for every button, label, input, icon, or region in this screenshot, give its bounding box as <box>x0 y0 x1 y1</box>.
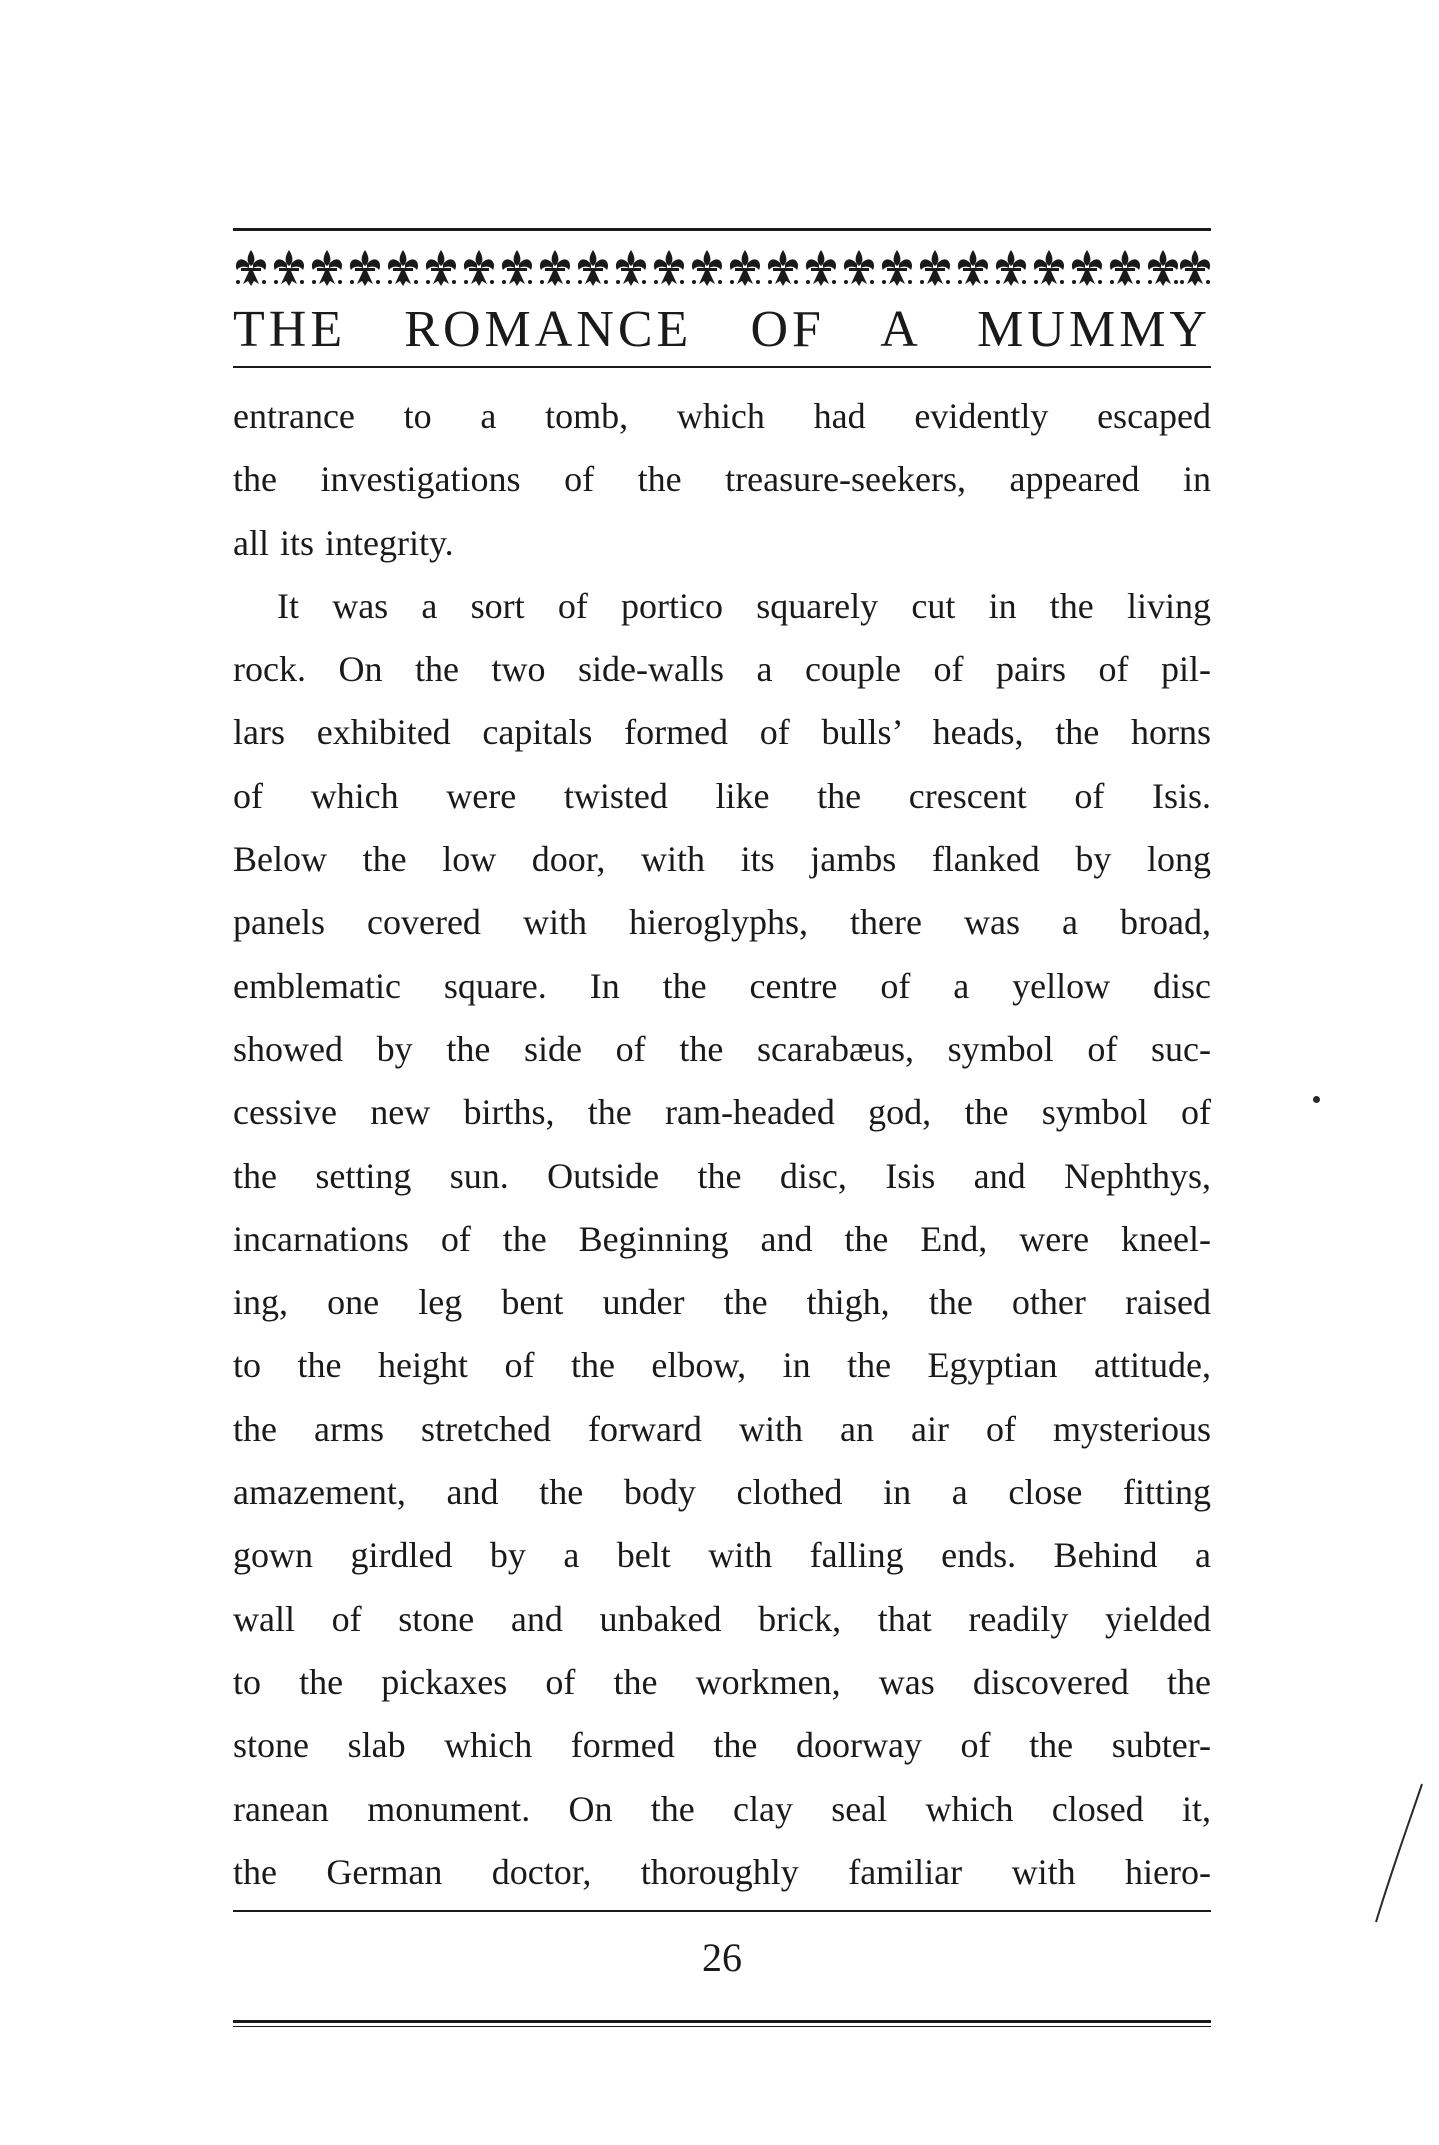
text-line: panels covered with hieroglyphs, there was a broad, <box>233 902 1211 943</box>
text-line: showed by the side of the scarabæus, symbol of suc- <box>233 1028 1211 1069</box>
text-line: amazement, and the body clothed in a close fitting <box>233 1472 1211 1513</box>
fleur-de-lis-icon <box>578 250 608 286</box>
text-line: lars exhibited capitals formed of bulls’ heads, the horns <box>233 712 1211 753</box>
text-line: ing, one leg bent under the thigh, the other raised <box>233 1282 1211 1323</box>
text-line: ranean monument. On the clay seal which closed it, <box>233 1788 1211 1829</box>
footer-bottom-rule <box>233 2020 1211 2023</box>
text-line: stone slab which formed the doorway of the subter- <box>233 1725 1211 1766</box>
page-number: 26 <box>702 1935 742 1980</box>
fleur-de-lis-icon <box>1072 250 1102 286</box>
fleur-de-lis-icon <box>1180 250 1210 286</box>
fleur-de-lis-icon <box>882 250 912 286</box>
text-line: to the height of the elbow, in the Egyptian attitude, <box>233 1345 1211 1386</box>
fleur-de-lis-icon <box>312 250 342 286</box>
text-line: to the pickaxes of the workmen, was discovered the <box>233 1661 1211 1702</box>
text-line: the German doctor, thoroughly familiar with hiero- <box>233 1851 1211 1892</box>
text-line: It was a sort of portico squarely cut in the living <box>277 585 1211 626</box>
fleur-de-lis-icon <box>730 250 760 286</box>
fleur-de-lis-icon <box>920 250 950 286</box>
text-line: Below the low door, with its jambs flanked by long <box>233 839 1211 880</box>
ink-speck <box>1313 1096 1320 1103</box>
text-line: all its integrity. <box>233 522 454 563</box>
text-line: incarnations of the Beginning and the End, were kneel- <box>233 1218 1211 1259</box>
fleur-de-lis-icon <box>502 250 532 286</box>
fleur-de-lis-icon <box>426 250 456 286</box>
text-line: gown girdled by a belt with falling ends. Behind a <box>233 1535 1211 1576</box>
fleur-de-lis-icon <box>1034 250 1064 286</box>
fleur-de-lis-icon <box>996 250 1026 286</box>
fleur-de-lis-icon <box>844 250 874 286</box>
footer-bottom-thin-rule <box>233 2026 1211 2027</box>
fleur-de-lis-icon <box>806 250 836 286</box>
fleur-de-lis-icon <box>1148 250 1178 286</box>
text-line: entrance to a tomb, which had evidently escaped <box>233 396 1211 436</box>
fleur-de-lis-icon <box>236 250 266 286</box>
fleur-de-lis-icon <box>616 250 646 286</box>
text-line: the setting sun. Outside the disc, Isis and Nephthys, <box>233 1155 1211 1196</box>
header-bottom-rule <box>233 366 1211 368</box>
fleur-de-lis-icon <box>274 250 304 286</box>
fleur-de-lis-icon <box>388 250 418 286</box>
fleur-de-lis-icon <box>1110 250 1140 286</box>
fleur-de-lis-icon <box>958 250 988 286</box>
text-line: cessive new births, the ram-headed god, the symbol of <box>233 1092 1211 1133</box>
body-text <box>233 385 1211 1904</box>
running-title: THE ROMANCE OF A MUMMY <box>233 301 1211 358</box>
text-line: wall of stone and unbaked brick, that readily yielded <box>233 1598 1211 1639</box>
fleur-de-lis-icon <box>540 250 570 286</box>
text-line: emblematic square. In the centre of a yellow disc <box>233 965 1211 1006</box>
pen-stroke-mark <box>1370 1780 1430 1930</box>
footer-top-rule <box>233 1910 1211 1912</box>
text-line: the investigations of the treasure-seekers, appeared in <box>233 459 1211 500</box>
text-line: the arms stretched forward with an air of mysterious <box>233 1408 1211 1449</box>
text-line: of which were twisted like the crescent of Isis. <box>233 775 1211 816</box>
fleur-de-lis-icon <box>464 250 494 286</box>
text-line: rock. On the two side-walls a couple of pairs of pil- <box>233 649 1211 690</box>
fleur-de-lis-icon <box>654 250 684 286</box>
fleur-de-lis-icon <box>350 250 380 286</box>
header-top-rule <box>233 228 1211 231</box>
ornament-border <box>233 244 1211 290</box>
fleur-de-lis-icon <box>692 250 722 286</box>
fleur-de-lis-icon <box>768 250 798 286</box>
